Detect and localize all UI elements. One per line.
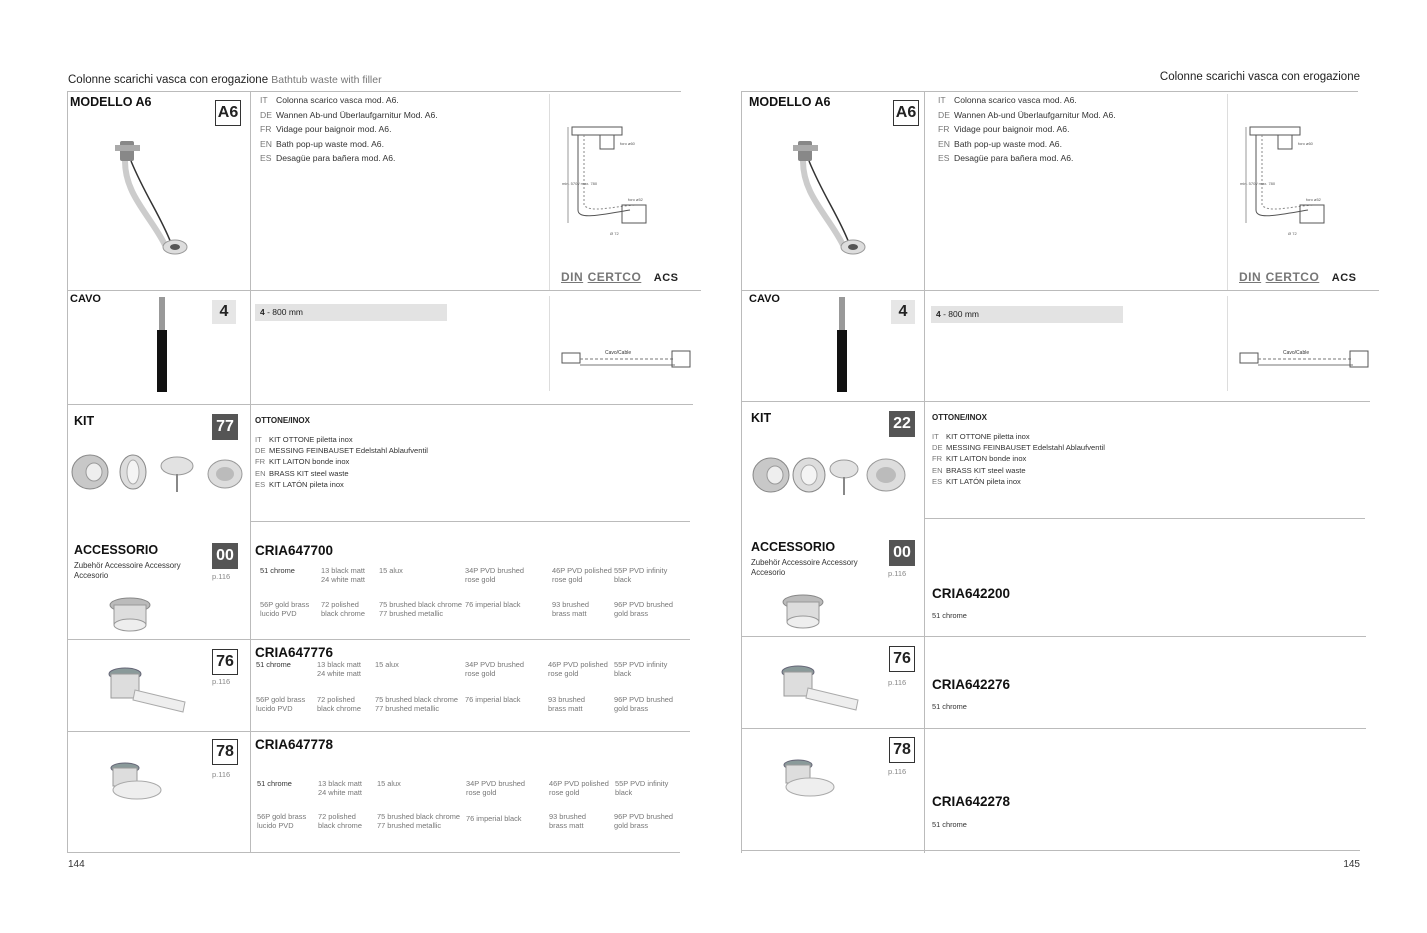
finish-item: 76 imperial black [466,814,522,823]
product-code: CRIA642200 [932,586,1011,601]
finish-item: 51 chrome [260,566,295,575]
siphon-image [105,662,195,717]
product-code: CRIA647776 [255,645,334,660]
lang-line: ES Desagüe para bañera mod. A6. [938,153,1074,163]
header-title: Colonne scarichi vasca con erogazione [68,74,269,86]
dim-label: min. 570 / max. 780 [562,181,598,186]
lang-line: ES Desagüe para bañera mod. A6. [260,153,396,163]
rule [549,94,550,290]
cable-label: Cavo/Cable [605,350,632,356]
siphon-image [778,755,840,800]
lang-line: FR Vidage pour baignoir mod. A6. [260,124,392,134]
rule [250,852,680,853]
finish-item: 93 brushed brass matt [549,812,586,830]
rule [741,91,742,853]
rule [67,91,681,92]
kit-descriptions [255,434,428,490]
page-ref: p.116 [212,770,231,779]
dim-label: min. 570 / max. 780 [1240,181,1276,186]
rule [250,91,251,853]
certifications [561,268,678,286]
cavo-code: 4 [891,300,915,324]
rule [741,401,1370,402]
finish-item: 51 chrome [256,660,291,669]
finish-item: 56P gold brass lucido PVD [256,695,306,713]
lang-line: IT KIT OTTONE piletta inox [932,432,1030,441]
header-title: Colonne scarichi vasca con erogazione [1159,71,1360,83]
modello-code: A6 [215,100,241,126]
accessorio-title: ACCESSORIO [751,540,836,554]
modello-descriptions [260,93,438,166]
lang-line: EN BRASS KIT steel waste [932,465,1026,475]
cable-image [150,295,174,395]
finish-item: 15 alux [375,660,399,669]
lang-line: DE Wannen Ab-und Überlaufgarnitur Mod. A6. [260,109,438,120]
rule [1227,94,1228,290]
row-code: 78 [889,737,915,763]
finish-item: 15 alux [379,566,403,575]
row-code: 76 [212,649,238,675]
finish-item: 93 brushed brass matt [548,695,585,713]
page-number: 144 [68,859,85,870]
lang-line: FR KIT LAITON bonde inox [255,457,350,467]
lang-line: ES KIT LATÓN pileta inox [255,479,344,489]
lang-line: DE Wannen Ab-und Überlaufgarnitur Mod. A6. [938,109,1116,120]
page-header [1160,71,1360,83]
finish-item: 76 imperial black [465,600,521,609]
range-code: 4 [260,307,265,317]
din-logo: DIN [1239,270,1262,284]
product-code: CRIA642278 [932,794,1011,809]
finish-item: 55P PVD infinity black [614,660,668,678]
modello-title: MODELLO A6 [70,95,152,109]
kit-material: OTTONE/INOX [932,413,987,422]
page-right [713,0,1427,933]
lang-line: IT KIT OTTONE piletta inox [255,435,353,444]
acs-logo: ACS [653,272,679,284]
finish-table [256,661,686,721]
finish-item: 13 black matt 24 white matt [318,779,362,797]
lang-line: EN Bath pop-up waste mod. A6. [260,138,384,149]
product-code: CRIA647778 [255,737,334,752]
kit-title: KIT [751,411,772,425]
finish-item: 72 polished black chrome [321,600,365,618]
finish-item: 13 black matt 24 white matt [321,566,365,584]
finish-item: 55P PVD infinity black [614,566,668,584]
dim-label: foro ø52 [1306,197,1321,202]
finish-item: 96P PVD brushed gold brass [614,812,674,830]
technical-drawing [1238,115,1348,240]
siphon-image [778,660,868,715]
kit-parts-image [751,455,926,497]
page-left [0,0,713,933]
kit-descriptions [932,431,1105,487]
rule [741,91,1358,92]
finish-item: 34P PVD brushed rose gold [465,566,525,584]
dim-label: Ø 72 [1288,231,1297,236]
technical-drawing [560,115,670,240]
kit-parts-image [70,452,245,494]
accessorio-title: ACCESSORIO [74,543,159,557]
rule [741,290,1379,291]
cable-label: Cavo/Cable [1283,350,1310,356]
product-code: CRIA647700 [255,543,334,558]
cable-drawing [1238,345,1373,375]
accessorio-code: 00 [889,540,915,566]
product-code: CRIA642276 [932,677,1011,692]
kit-code: 22 [889,411,915,437]
finish-item: 46P PVD polished rose gold [552,566,612,584]
page-ref: p.116 [212,572,231,581]
certco-logo: CERTCO [1265,270,1320,284]
dim-label: foro ø52 [628,197,643,202]
finish-item: 55P PVD infinity black [615,779,669,797]
page-number: 145 [1343,859,1360,870]
rule [67,290,701,291]
lang-line: ES KIT LATÓN pileta inox [932,476,1021,486]
row-code: 76 [889,646,915,672]
cable-drawing [560,345,695,375]
page-ref: p.116 [888,678,907,687]
kit-material: OTTONE/INOX [255,416,310,425]
finish-item: 34P PVD brushed rose gold [465,660,525,678]
modello-descriptions [938,93,1116,166]
din-logo: DIN [561,270,584,284]
range-text: - 800 mm [940,309,979,319]
certifications [1239,268,1356,286]
finish-item: 46P PVD polished rose gold [548,660,608,678]
waste-assembly-image [783,135,878,260]
finish-item: 75 brushed black chrome 77 brushed metallic [375,695,458,713]
finish-item: 15 alux [377,779,401,788]
finish-item: 75 brushed black chrome 77 brushed metallic [379,600,462,618]
range-text: - 800 mm [264,307,303,317]
finish-item: 13 black matt 24 white matt [317,660,361,678]
finish-item: 76 imperial black [465,695,521,704]
cable-image [830,295,854,395]
cavo-code: 4 [212,300,236,324]
rule [67,91,68,853]
lang-line: FR Vidage pour baignoir mod. A6. [938,124,1070,134]
lang-line: DE MESSING FEINBAUSET Edelstahl Ablaufventil [255,446,428,456]
finish-item: 56P gold brass lucido PVD [260,600,310,618]
rule [67,731,690,732]
certco-logo: CERTCO [587,270,642,284]
rule [924,518,1365,519]
page-ref: p.116 [888,569,907,578]
page-ref: p.116 [888,767,907,776]
lang-line: IT Colonna scarico vasca mod. A6. [260,95,399,105]
rule [67,852,250,853]
rule [741,850,1360,851]
cavo-title: CAVO [70,293,101,305]
finish-item: 46P PVD polished rose gold [549,779,609,797]
rule [1227,296,1228,391]
header-subtitle: Bathtub waste with filler [271,74,382,86]
finish-item: 96P PVD brushed gold brass [614,695,674,713]
modello-code: A6 [893,100,919,126]
cavo-title: CAVO [749,293,780,305]
finish-item: 93 brushed brass matt [552,600,589,618]
acs-logo: ACS [1331,272,1357,284]
kit-title: KIT [74,414,95,428]
lang-line: EN Bath pop-up waste mod. A6. [938,138,1062,149]
finish-item: 51 chrome [932,611,967,620]
page-ref: p.116 [212,677,231,686]
lang-line: IT Colonna scarico vasca mod. A6. [938,95,1077,105]
finish-item: 72 polished black chrome [318,812,362,830]
dim-label: foro ø60 [1298,141,1313,146]
finish-item: 75 brushed black chrome 77 brushed metallic [377,812,460,830]
accessorio-code: 00 [212,543,238,569]
accessory-image [105,595,155,635]
siphon-image [105,758,167,803]
lang-line: FR KIT LAITON bonde inox [932,454,1027,464]
rule [741,728,1366,729]
finish-item: 96P PVD brushed gold brass [614,600,674,618]
lang-line: EN BRASS KIT steel waste [255,468,349,478]
accessorio-subtitle: Zubehör Accessoire Accessory Accesorio [751,558,858,577]
rule [250,521,690,522]
page-header [68,74,382,86]
dim-label: foro ø60 [620,141,635,146]
cavo-range [255,304,447,321]
waste-assembly-image [105,135,200,260]
finish-table [260,567,690,627]
finish-item: 56P gold brass lucido PVD [257,812,307,830]
finish-item: 72 polished black chrome [317,695,361,713]
finish-table [257,780,687,840]
finish-item: 51 chrome [932,820,967,829]
modello-title: MODELLO A6 [749,95,831,109]
accessorio-subtitle: Zubehör Accessoire Accessory Accesorio [74,561,181,580]
range-code: 4 [936,309,941,319]
rule [67,639,690,640]
kit-code: 77 [212,414,238,440]
rule [549,296,550,391]
finish-item: 51 chrome [257,779,292,788]
rule [741,636,1366,637]
rule [67,404,693,405]
finish-item: 51 chrome [932,702,967,711]
dim-label: Ø 72 [610,231,619,236]
row-code: 78 [212,739,238,765]
finish-item: 34P PVD brushed rose gold [466,779,526,797]
cavo-range [931,306,1123,323]
lang-line: DE MESSING FEINBAUSET Edelstahl Ablaufventil [932,443,1105,453]
accessory-image [778,592,828,632]
